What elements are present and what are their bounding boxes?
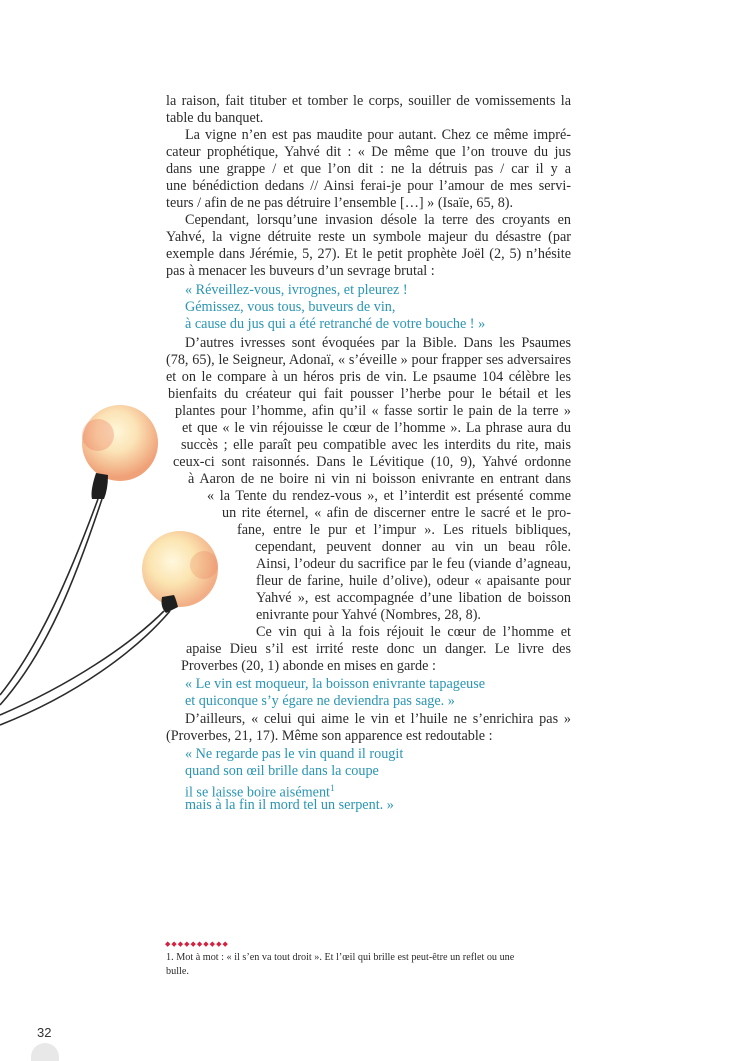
body-line: Ainsi, l’odeur du sacrifice par le feu (viande d’agneau, [256, 556, 571, 572]
footnote-text: bulle. [166, 966, 189, 977]
body-line: La vigne n’en est pas maudite pour autant. Chez ce même impré- [185, 127, 571, 143]
body-line: Yahvé, la vigne détruite reste un symbole majeur du désastre (par [166, 229, 571, 245]
body-line: fleur de farine, huile d’olive), odeur « apaisante pour [256, 573, 571, 589]
body-line: Ce vin qui à la fois réjouit le cœur de l’homme et [256, 624, 571, 640]
body-line: bienfaits du créateur qui fait pousser l’herbe pour le bétail et les [168, 386, 571, 402]
body-line: dans une grappe / et que l’on dit : ne la détruis pas / car il y a [166, 161, 571, 177]
quote-line-text: il se laisse boire aisément [185, 784, 330, 801]
body-line: cependant, peuvent donner au vin un beau rôle. [255, 539, 571, 555]
quote-line: et quiconque s’y égare ne deviendra pas sage. » [185, 693, 455, 709]
footnote-reference[interactable]: 1 [330, 783, 335, 793]
body-line: Proverbes (20, 1) abonde en mises en garde : [181, 658, 436, 674]
body-line: « la Tente du rendez-vous », et l’interdit est présenté comme [207, 488, 571, 504]
body-line: Yahvé », est accompagnée d’une libation de boisson [256, 590, 571, 606]
body-line: enivrante pour Yahvé (Nombres, 28, 8). [256, 607, 481, 623]
quote-line: quand son œil brille dans la coupe [185, 763, 379, 779]
quote-line: « Réveillez-vous, ivrognes, et pleurez ! [185, 282, 408, 298]
body-line: plantes pour l’homme, afin qu’il « fasse sortir le pain de la terre » [175, 403, 571, 419]
quote-line: Gémissez, vous tous, buveurs de vin, [185, 299, 396, 315]
body-line: un rite éternel, « afin de discerner entre le sacré et le pro- [222, 505, 571, 521]
body-line: à Aaron de ne boire ni vin ni boisson enivrante en entrant dans [188, 471, 571, 487]
body-line: table du banquet. [166, 110, 264, 126]
body-line: Cependant, lorsqu’une invasion désole la terre des croyants en [185, 212, 571, 228]
body-line: fane, entre le pur et l’impur ». Les rituels bibliques, [237, 522, 571, 538]
body-line: pas à menacer les buveurs d’un sevrage brutal : [166, 263, 435, 279]
body-line: une bénédiction dedans // Ainsi ferai-je pour l’amour de mes servi- [166, 178, 571, 194]
body-line: ceux-ci sont raisonnés. Dans le Lévitique (10, 9), Yahvé ordonne [173, 454, 571, 470]
quote-line: « Ne regarde pas le vin quand il rougit [185, 746, 404, 762]
quote-line: mais à la fin il mord tel un serpent. » [185, 797, 394, 813]
footnote-separator: ◆◆◆◆◆◆◆◆◆◆ [165, 940, 229, 948]
body-line: et que « le vin réjouisse le cœur de l’homme ». La phrase aura du [182, 420, 571, 436]
page-number: 32 [37, 1025, 52, 1040]
body-line: cateur prophétique, Yahvé dit : « De même que l’on trouve du jus [166, 144, 571, 160]
body-line: apaise Dieu s’il est irrité reste donc un danger. Le livre des [186, 641, 571, 657]
body-line: exemple dans Jérémie, 5, 27). Et le petit prophète Joël (2, 5) n’hésite [166, 246, 571, 262]
body-line: D’autres ivresses sont évoquées par la Bible. Dans les Psaumes [185, 335, 571, 351]
quote-line: « Le vin est moqueur, la boisson enivrante tapageuse [185, 676, 486, 692]
body-line: (78, 65), le Seigneur, Adonaï, « s’éveille » pour frapper ses adversaires [166, 352, 571, 368]
body-line: la raison, fait tituber et tomber le corps, souiller de vomissements la [166, 93, 571, 109]
body-line: (Proverbes, 21, 17). Même son apparence est redoutable : [166, 728, 493, 744]
footnote-text: 1. Mot à mot : « il s’en va tout droit ». Et l’œil qui brille est peut-être un reflet ou une [166, 952, 515, 963]
body-line: D’ailleurs, « celui qui aime le vin et l’huile ne s’enrichira pas » [185, 711, 571, 727]
body-line: et on le compare à un héros pris de vin. Le psaume 104 célèbre les [166, 369, 571, 385]
body-line: succès ; elle paraît peu compatible avec les interdits du rite, mais [181, 437, 571, 453]
body-line: teurs / afin de ne pas détruire l’ensemble […] » (Isaïe, 65, 8). [166, 195, 514, 211]
quote-line: à cause du jus qui a été retranché de votre bouche ! » [185, 316, 486, 332]
